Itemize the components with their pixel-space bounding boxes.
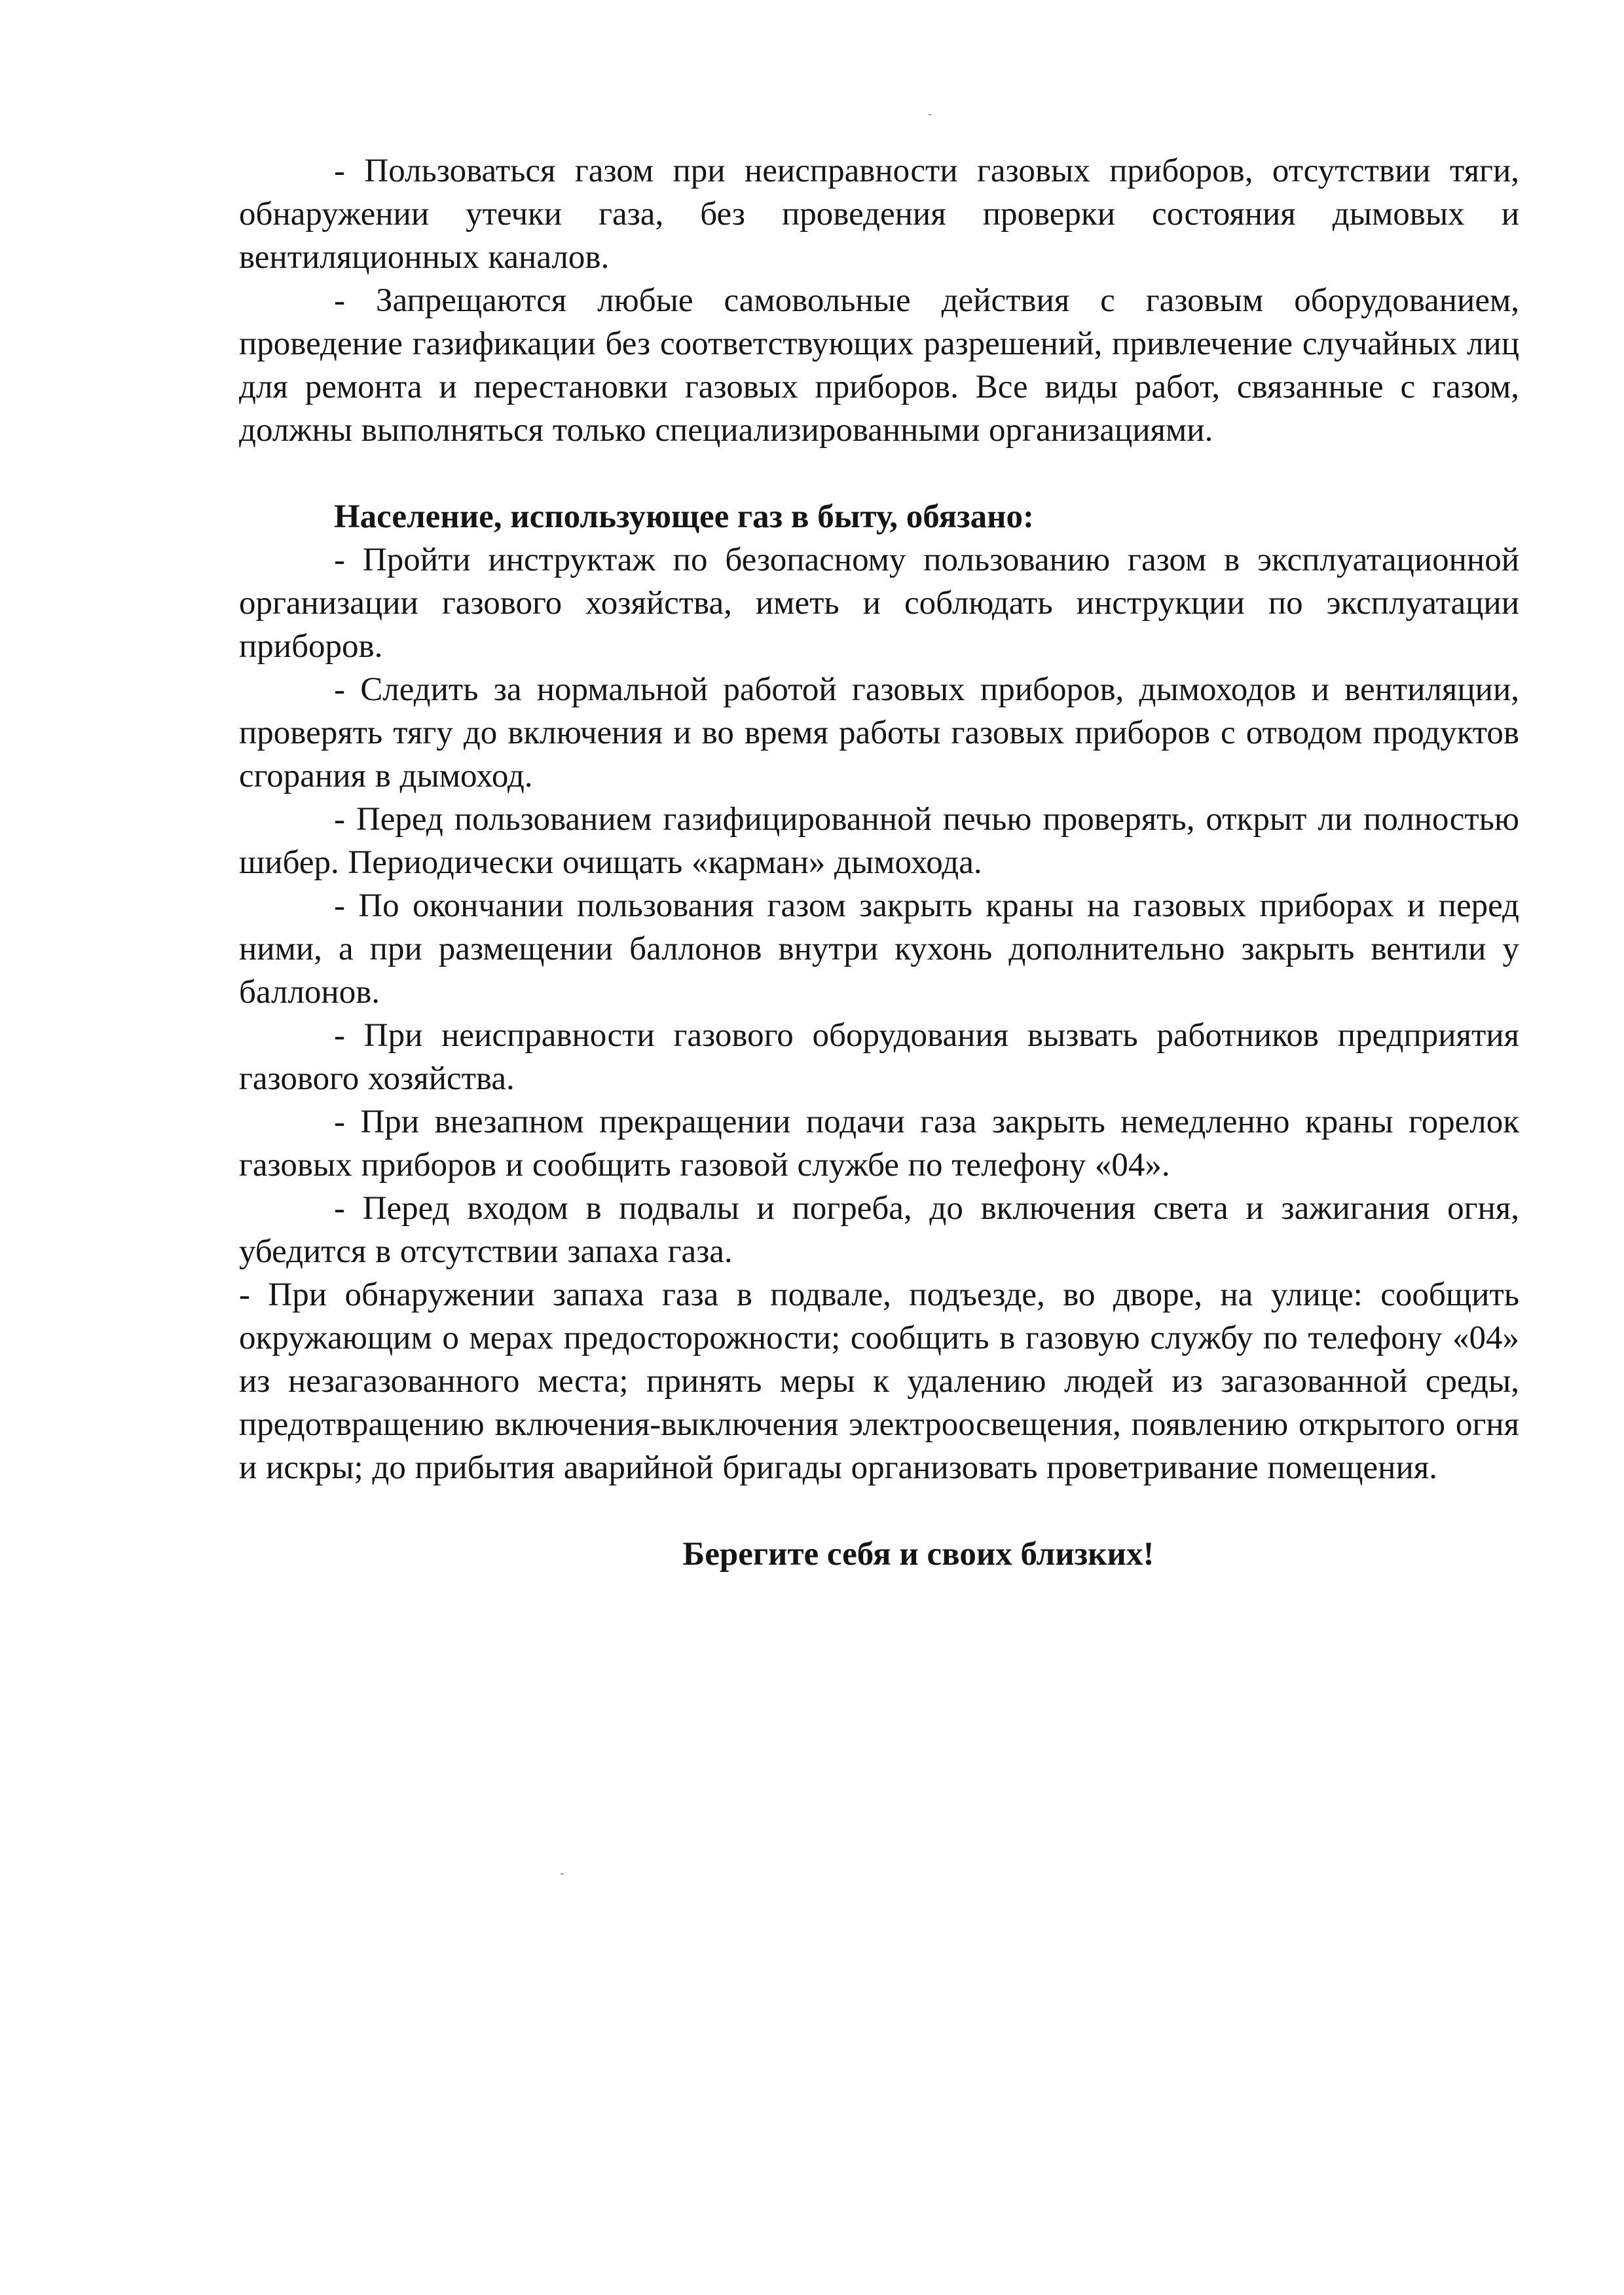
paragraph-unauthorized-actions: - Запрещаются любые самовольные действия с газовым оборудованием, проведение газификации без соответствующих разрешений, привлечение случайных лиц для ремонта и перестановки газовых приборов. Все виды работ, связанные с газом, должны выполняться только специализированными организациями. bbox=[239, 282, 1519, 449]
obligation-item: - Следить за нормальной работой газовых приборов, дымоходов и вентиляции, проверять тягу до включения и во время работы газовых приборов с отводом продуктов сгорания в дымоход. bbox=[239, 671, 1519, 794]
obligation-item: - При неисправности газового оборудования вызвать работников предприятия газового хозяйства. bbox=[239, 1017, 1519, 1097]
document-body bbox=[239, 149, 1519, 1576]
obligation-item: - При внезапном прекращении подачи газа закрыть немедленно краны горелок газовых приборов и сообщить газовой службе по телефону «04». bbox=[239, 1104, 1519, 1184]
obligation-item: - Пройти инструктаж по безопасному пользованию газом в эксплуатационной организации газового хозяйства, иметь и соблюдать инструкции по эксплуатации приборов. bbox=[239, 542, 1519, 665]
section-heading: Население, использующее газ в быту, обязано: bbox=[334, 498, 1034, 535]
closing-line: Берегите себя и своих близких! bbox=[682, 1536, 1154, 1573]
scan-speck bbox=[929, 114, 931, 115]
scan-speck bbox=[561, 1873, 564, 1875]
closing-spacer bbox=[239, 1489, 1519, 1533]
paragraph-gas-smell-actions: - При обнаружении запаха газа в подвале, подъезде, во дворе, на улице: сообщить окружающим о мерах предосторожности; сообщить в газовую службу по телефону «04» из незагазованного места; принять меры к удалению людей из загазованной среды, предотвращению включения-выключения электроосвещения, появлению открытого огня и искры; до прибытия аварийной бригады организовать проветривание помещения. bbox=[239, 1277, 1519, 1486]
obligation-item: - Перед пользованием газифицированной печью проверять, открыт ли полностью шибер. Периодически очищать «карман» дымохода. bbox=[239, 801, 1519, 881]
section-spacer bbox=[239, 452, 1519, 495]
obligation-item: - По окончании пользования газом закрыть краны на газовых приборах и перед ними, а при размещении баллонов внутри кухонь дополнительно закрыть вентили у баллонов. bbox=[239, 887, 1519, 1011]
obligation-item: - Перед входом в подвалы и погреба, до включения света и зажигания огня, убедится в отсутствии запаха газа. bbox=[239, 1190, 1519, 1270]
paragraph-gas-use-prohibition: - Пользоваться газом при неисправности газовых приборов, отсутствии тяги, обнаружении утечки газа, без проведения проверки состояния дымовых и вентиляционных каналов. bbox=[239, 153, 1519, 276]
